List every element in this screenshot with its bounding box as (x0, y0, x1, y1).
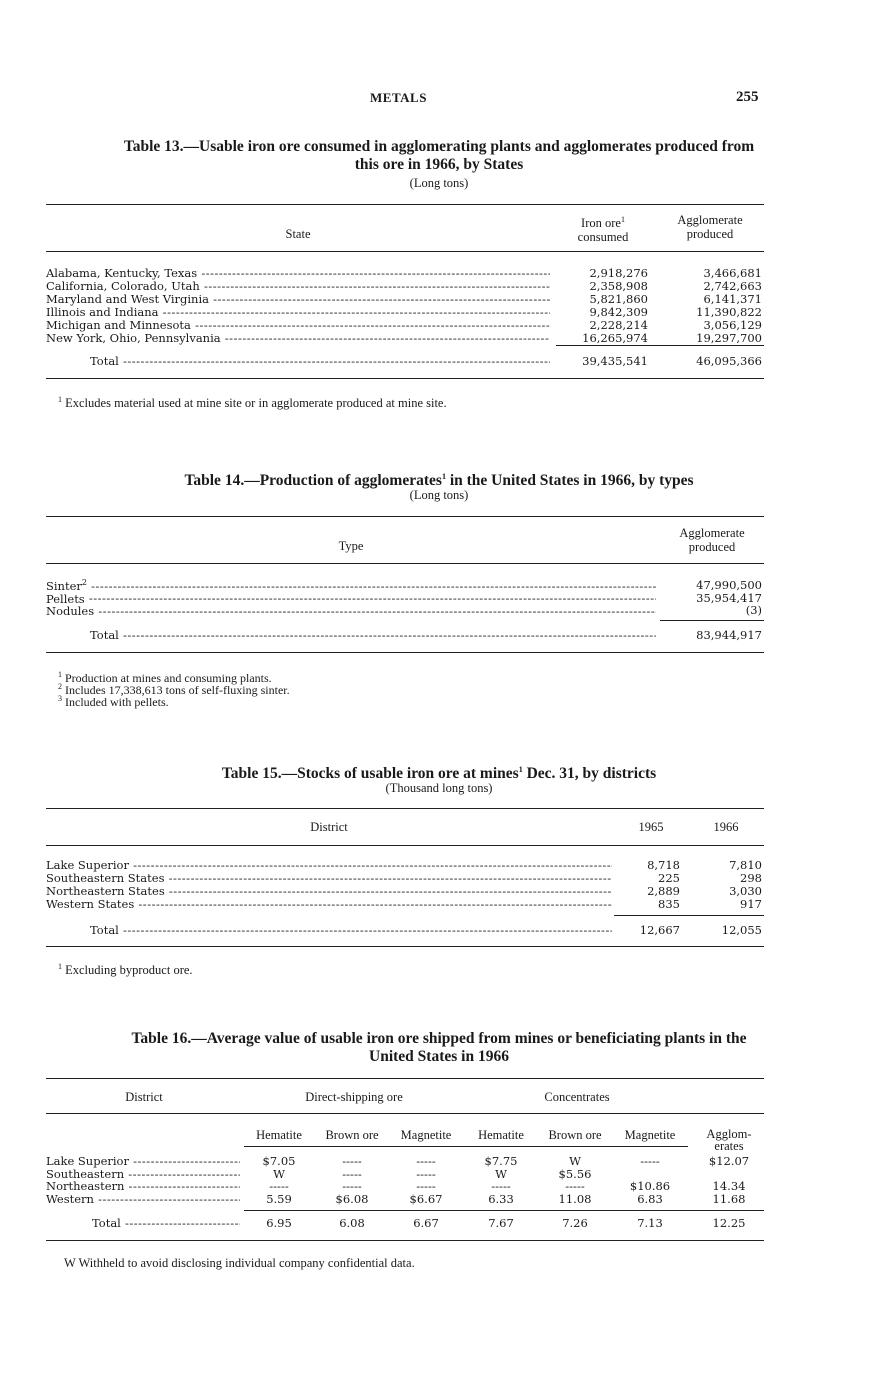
table-cell-ore: 2,358,908 (589, 279, 648, 293)
table-total-cell: 6.67 (413, 1216, 439, 1230)
table-cell-1965: 8,718 (647, 858, 680, 872)
table-cell: $10.86 (629, 1179, 671, 1193)
table-total-cell: 6.95 (266, 1216, 292, 1230)
table-cell-agg: 2,742,663 (703, 279, 762, 293)
table-row-district: Southeastern States ----- (46, 871, 612, 885)
table-cell: ----- (491, 1179, 511, 1193)
table-row-type: Sinter$^2$ ----- (46, 578, 656, 593)
table-cell: $5.56 (558, 1166, 592, 1181)
table-cell: 5.59 (266, 1191, 292, 1206)
col-subheader: Brown ore (325, 1128, 379, 1142)
col-subheader: Magnetite (624, 1128, 676, 1142)
table-row-district: Southeastern ----- (46, 1167, 240, 1181)
table-13-title-line2: this ore in 1966, by States (354, 156, 524, 173)
col-header-state: State (285, 227, 311, 241)
table-total-cell: 12.25 (712, 1216, 746, 1230)
table-15-units: (Thousand long tons) (385, 781, 493, 795)
col-subheader: Brown ore (548, 1128, 602, 1142)
table-16-total-label: Total ----- (92, 1216, 240, 1230)
table-cell: 11.68 (712, 1191, 746, 1206)
table-cell-ore: 5,821,860 (589, 292, 648, 306)
table-row-district: Lake Superior ----- (46, 1154, 240, 1168)
table-14-total-label: Total ----- (90, 628, 656, 642)
table-14-title: Table 14.—Production of agglomerates$^1$ in the United States in 1966, by types (184, 472, 694, 490)
table-cell: W (273, 1166, 285, 1181)
col-subheader: Magnetite (400, 1128, 452, 1142)
table-cell-agg: 3,056,129 (703, 318, 762, 332)
table-cell-ore: 16,265,974 (582, 331, 648, 345)
table-row-district: Lake Superior ----- (46, 858, 612, 872)
footnote: $^2$ Includes 17,338,613 tons of self-fluxing sinter. (58, 682, 290, 697)
col-header-district: District (310, 820, 348, 834)
table-cell-ore: 2,228,214 (589, 318, 648, 332)
table-cell: $7.05 (262, 1154, 296, 1168)
table-cell: ----- (640, 1154, 660, 1168)
table-13-total-label: Total ----- (90, 354, 550, 368)
table-14-units: (Long tons) (409, 488, 469, 502)
table-row-state: California, Colorado, Utah ----- (46, 279, 550, 293)
table-cell-agg: 19,297,700 (696, 331, 762, 345)
table-cell: ----- (269, 1179, 289, 1193)
table-15-total-label: Total ----- (90, 923, 612, 937)
table-cell: ----- (416, 1179, 436, 1193)
table-cell: 6.83 (637, 1191, 663, 1206)
table-cell: ----- (565, 1179, 585, 1193)
table-cell: W (569, 1154, 581, 1168)
table-cell-1965: 2,889 (647, 884, 680, 898)
table-13-total-ore: 39,435,541 (582, 354, 648, 368)
table-cell: $12.07 (708, 1154, 750, 1168)
table-15-total-1965: 12,667 (639, 923, 680, 937)
table-total-cell: 6.08 (339, 1216, 365, 1230)
table-cell: 11.08 (558, 1191, 592, 1206)
table-cell-ore: 9,842,309 (589, 305, 648, 319)
table-cell-1965: 835 (658, 897, 680, 911)
col-header-1965: 1965 (638, 820, 664, 834)
table-15-footnote: $^1$ Excluding byproduct ore. (58, 962, 193, 978)
table-row-district: Western States ----- (46, 897, 612, 911)
running-title: METALS (370, 90, 427, 105)
table-total-cell: 7.13 (637, 1216, 663, 1230)
table-13-title-line1: Table 13.—Usable iron ore consumed in agglomerating plants and agglomerates produced from (123, 138, 755, 155)
table-16-title-line2: United States in 1966 (369, 1048, 509, 1065)
table-row-type: Nodules ----- (46, 603, 656, 618)
footnote: $^1$ Production at mines and consuming plants. (58, 670, 272, 685)
table-cell: ----- (342, 1179, 362, 1193)
col-header-1966: 1966 (713, 820, 739, 834)
table-cell: 6.33 (488, 1191, 514, 1206)
table-cell-1966: 7,810 (729, 858, 762, 872)
table-row-district: Northeastern States ----- (46, 884, 612, 898)
table-row-state: Maryland and West Virginia ----- (46, 292, 550, 306)
table-row-state: Alabama, Kentucky, Texas ----- (46, 266, 550, 280)
table-row-state: Illinois and Indiana ----- (46, 305, 550, 319)
table-13-footnote: $^1$ Excludes material used at mine site or in agglomerate produced at mine site. (58, 395, 447, 411)
table-cell-agg: 3,466,681 (703, 266, 762, 280)
col-header-agglomerate: Agglomerate produced (677, 213, 743, 241)
table-15-total-1966: 12,055 (721, 923, 762, 937)
table-cell: ----- (342, 1154, 362, 1168)
table-cell: 14.34 (712, 1179, 746, 1193)
col-header-agglomerate-14: Agglomerate produced (679, 526, 745, 554)
table-cell: W (495, 1166, 507, 1181)
table-row-state: Michigan and Minnesota ----- (46, 318, 550, 332)
table-cell: ----- (416, 1154, 436, 1168)
table-cell-value: 35,954,417 (696, 590, 762, 605)
col-header-type: Type (338, 539, 364, 553)
col-header-district-16: District (125, 1090, 163, 1104)
col-subheader: Hematite (256, 1128, 302, 1142)
table-15-title: Table 15.—Stocks of usable iron ore at mines$^1$ Dec. 31, by districts (221, 765, 657, 783)
table-cell-1966: 298 (740, 871, 762, 885)
table-cell-value: 47,990,500 (696, 578, 762, 592)
table-cell: ----- (416, 1166, 436, 1181)
table-cell: $6.67 (409, 1191, 443, 1206)
table-16-title-line1: Table 16.—Average value of usable iron ore shipped from mines or beneficiating plants in the (131, 1030, 747, 1047)
col-group-concentrates: Concentrates (544, 1090, 610, 1104)
table-total-cell: 7.26 (562, 1216, 588, 1230)
col-group-direct-shipping: Direct-shipping ore (305, 1090, 403, 1104)
table-cell-1966: 917 (740, 897, 762, 911)
table-14-total-value: 83,944,917 (696, 628, 762, 642)
table-row-state: New York, Ohio, Pennsylvania ----- (46, 331, 550, 345)
table-cell: ----- (342, 1166, 362, 1181)
table-cell: $7.75 (484, 1154, 518, 1168)
table-row-district: Northeastern ----- (46, 1179, 240, 1193)
table-cell-value: (3) (745, 603, 762, 617)
table-row-type: Pellets ----- (46, 591, 656, 606)
table-16-footnote: W Withheld to avoid disclosing individual company confidential data. (64, 1256, 415, 1270)
table-cell-agg: 11,390,822 (696, 305, 762, 319)
table-13-units: (Long tons) (409, 176, 469, 190)
table-cell-ore: 2,918,276 (589, 266, 648, 280)
table-cell-agg: 6,141,371 (703, 292, 762, 306)
table-13-total-agg: 46,095,366 (696, 354, 762, 368)
table-row-district: Western ----- (46, 1192, 240, 1206)
col-header-iron-ore: Iron ore$^1$ consumed (577, 215, 629, 245)
footnote: $^3$ Included with pellets. (58, 694, 169, 709)
table-total-cell: 7.67 (488, 1216, 514, 1230)
table-cell: $6.08 (335, 1191, 369, 1206)
col-subheader: Hematite (478, 1128, 524, 1142)
page-number: 255 (736, 89, 759, 105)
table-cell-1965: 225 (658, 871, 680, 885)
table-cell-1966: 3,030 (729, 884, 762, 898)
col-header-agglomerates: Agglom- erates (706, 1127, 752, 1153)
